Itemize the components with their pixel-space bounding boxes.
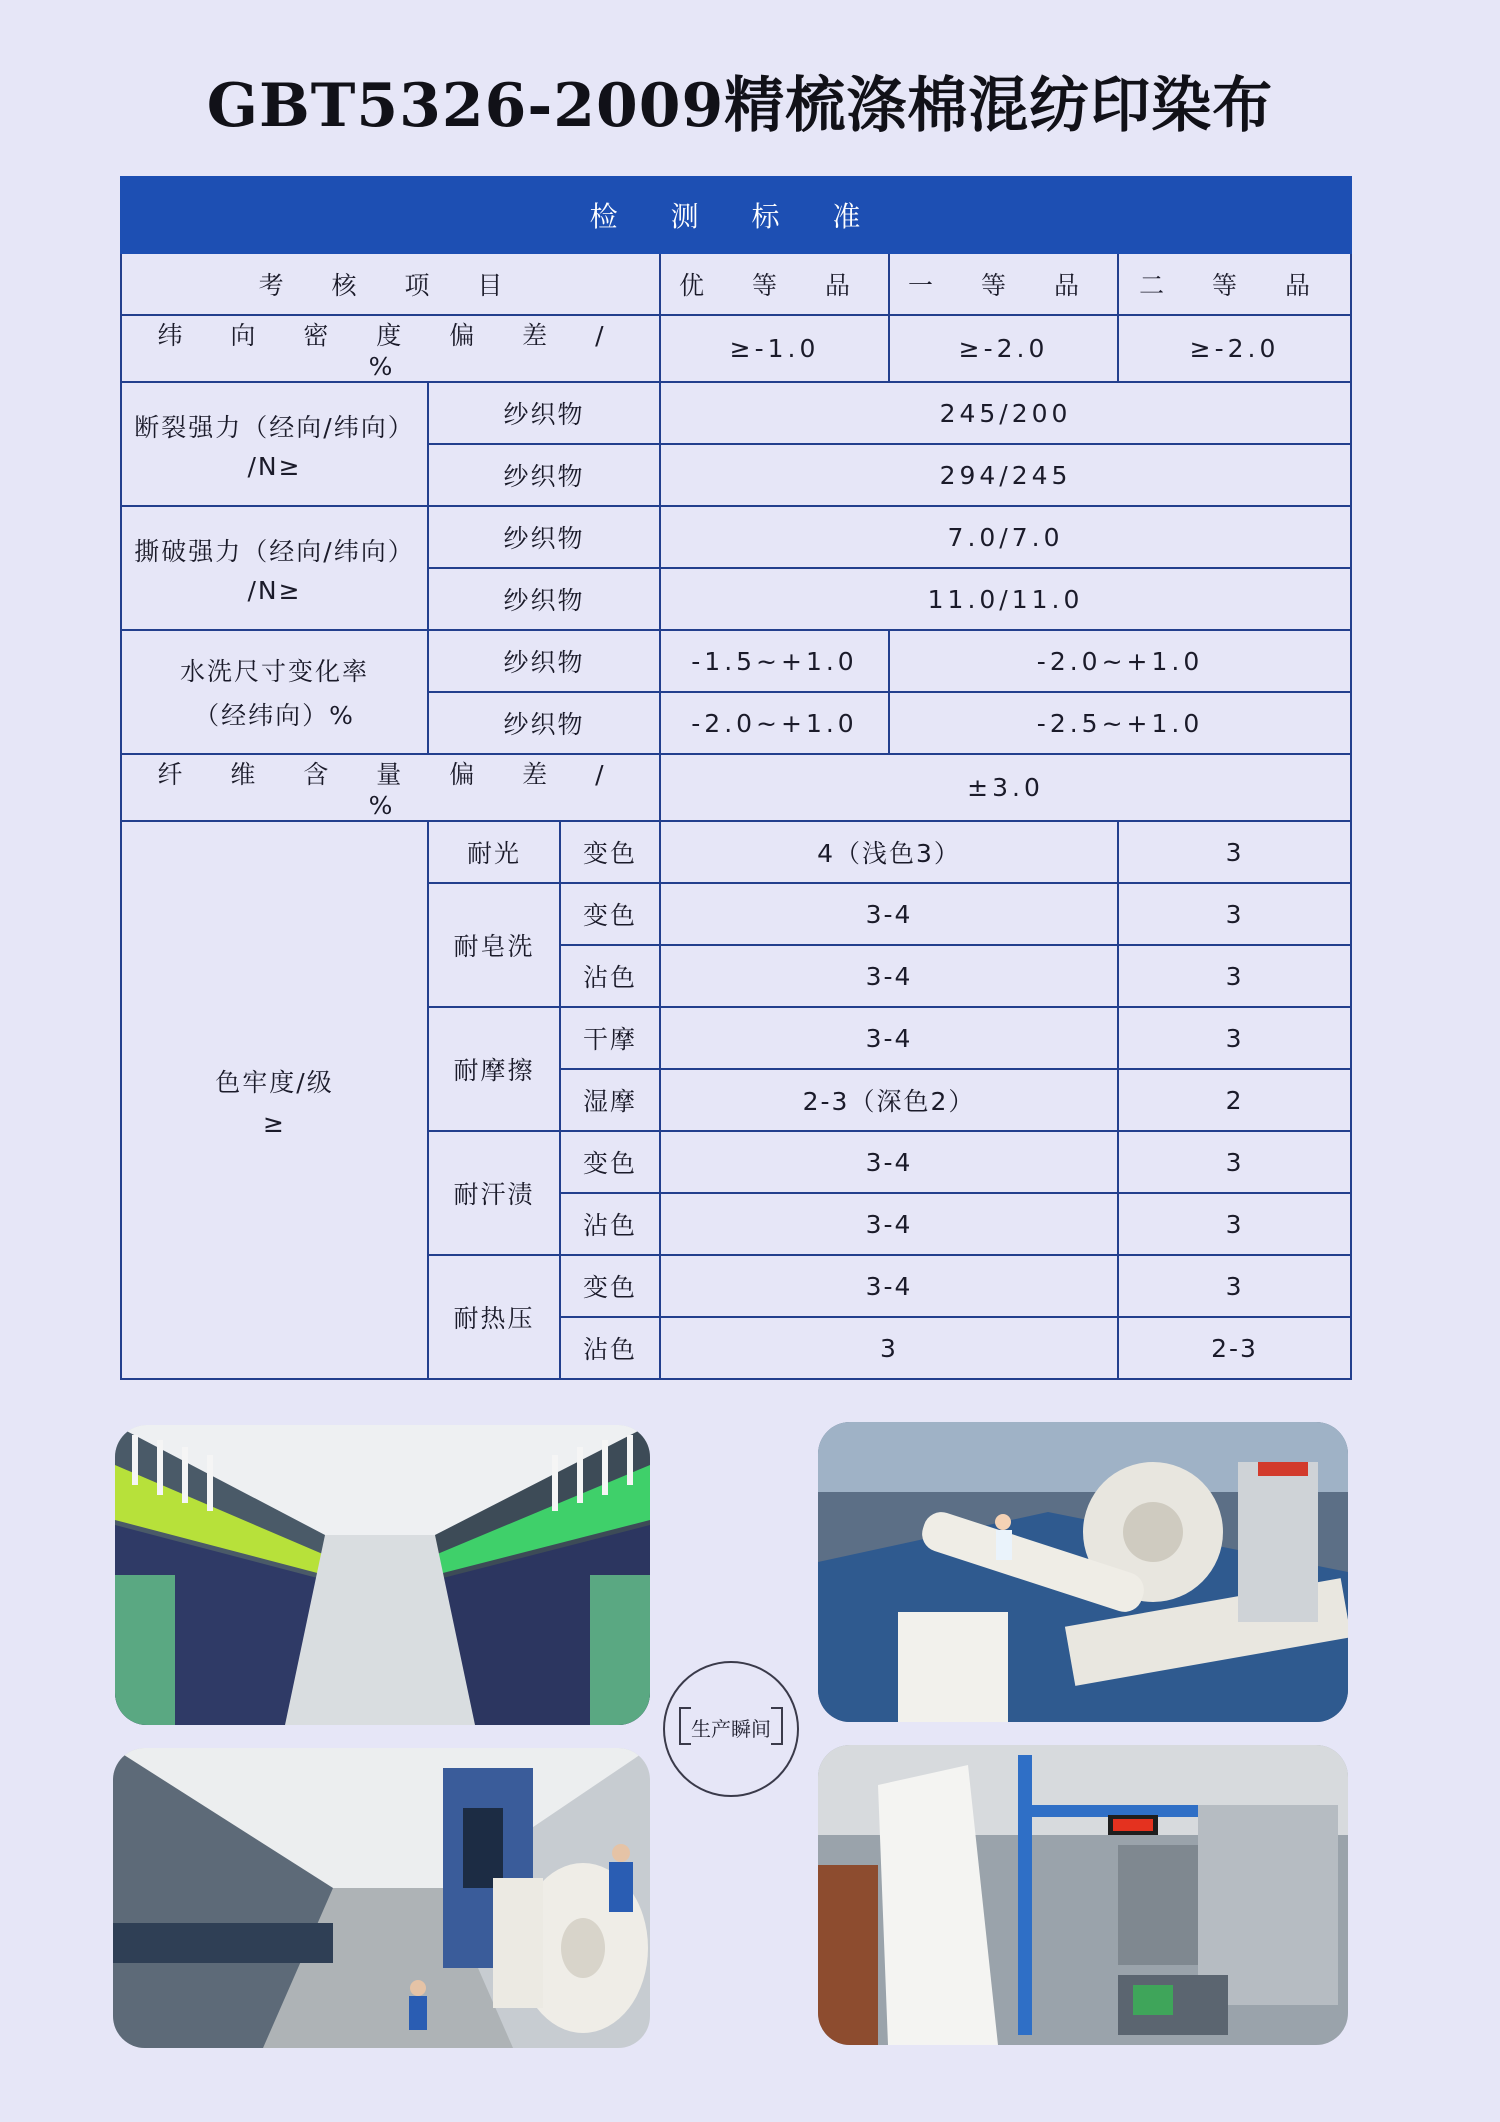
stamp-text: 生产瞬间 — [691, 1717, 771, 1741]
table-row — [121, 754, 1351, 821]
weft-density-g3: ≥-2.0 — [1118, 315, 1351, 382]
sweat-sub2: 沾色 — [560, 1193, 660, 1255]
soap-g3-2: 3 — [1118, 945, 1351, 1007]
table-band-row — [121, 177, 1351, 253]
soap-g12-2: 3-4 — [660, 945, 1118, 1007]
page-title: GBT5326-2009精梳涤棉混纺印染布 — [206, 71, 1274, 141]
light-sub: 变色 — [560, 821, 660, 883]
soap-g3-1: 3 — [1118, 883, 1351, 945]
sweat-g12-1: 3-4 — [660, 1131, 1118, 1193]
washing-g23-2: -2.5~+1.0 — [889, 692, 1351, 754]
fiber-label: 纤 维 含 量 偏 差 / % — [121, 754, 660, 821]
tearing-sub2: 纱织物 — [428, 568, 660, 630]
photo-weaving-looms — [818, 1422, 1348, 1722]
table-header-row — [121, 253, 1351, 315]
breaking-sub2: 纱织物 — [428, 444, 660, 506]
tearing-label-line2: /N≥ — [247, 575, 302, 605]
table-row — [121, 821, 1351, 883]
soap-sub1: 变色 — [560, 883, 660, 945]
rub-g3-1: 3 — [1118, 1007, 1351, 1069]
table-band-title: 检 测 标 准 — [121, 177, 1351, 253]
breaking-val2: 294/245 — [660, 444, 1351, 506]
photo-spinning-frames — [115, 1425, 650, 1725]
photo-factory-aisle — [113, 1748, 650, 2048]
heat-g3-1: 3 — [1118, 1255, 1351, 1317]
sweat-sub1: 变色 — [560, 1131, 660, 1193]
sweat-label: 耐汗渍 — [428, 1131, 560, 1255]
rub-g12-1: 3-4 — [660, 1007, 1118, 1069]
fastness-label-line2: ≥ — [263, 1108, 286, 1138]
table-row — [121, 315, 1351, 382]
tearing-val2: 11.0/11.0 — [660, 568, 1351, 630]
weft-density-g1: ≥-1.0 — [660, 315, 889, 382]
soap-sub2: 沾色 — [560, 945, 660, 1007]
tearing-label — [121, 506, 428, 630]
washing-g1-1: -1.5~+1.0 — [660, 630, 889, 692]
rub-label: 耐摩擦 — [428, 1007, 560, 1131]
heat-sub1: 变色 — [560, 1255, 660, 1317]
soap-g12-1: 3-4 — [660, 883, 1118, 945]
breaking-val1: 245/200 — [660, 382, 1351, 444]
weft-density-g2: ≥-2.0 — [889, 315, 1118, 382]
light-g3: 3 — [1118, 821, 1351, 883]
washing-g23-1: -2.0~+1.0 — [889, 630, 1351, 692]
tearing-label-line1: 撕破强力（经向/纬向） — [134, 536, 415, 566]
fiber-value: ±3.0 — [660, 754, 1351, 821]
heat-g12-1: 3-4 — [660, 1255, 1118, 1317]
header-grade3: 二 等 品 — [1118, 253, 1351, 315]
washing-label-line1: 水洗尺寸变化率 — [179, 657, 369, 686]
washing-g1-2: -2.0~+1.0 — [660, 692, 889, 754]
fastness-label-line1: 色牢度/级 — [215, 1067, 334, 1097]
light-g12: 4（浅色3） — [660, 821, 1118, 883]
heat-g12-2: 3 — [660, 1317, 1118, 1379]
tearing-val1: 7.0/7.0 — [660, 506, 1351, 568]
breaking-label-line1: 断裂强力（经向/纬向） — [134, 412, 415, 442]
soap-label: 耐皂洗 — [428, 883, 560, 1007]
fastness-label — [121, 821, 428, 1379]
rub-g12-2: 2-3（深色2） — [660, 1069, 1118, 1131]
heat-label: 耐热压 — [428, 1255, 560, 1379]
washing-label-line2: （经纬向）% — [194, 701, 355, 730]
rub-sub1: 干摩 — [560, 1007, 660, 1069]
light-label: 耐光 — [428, 821, 560, 883]
weft-density-label: 纬 向 密 度 偏 差 / % — [121, 315, 660, 382]
washing-label — [121, 630, 428, 754]
heat-sub2: 沾色 — [560, 1317, 660, 1379]
breaking-label — [121, 382, 428, 506]
rub-g3-2: 2 — [1118, 1069, 1351, 1131]
heat-g3-2: 2-3 — [1118, 1317, 1351, 1379]
breaking-sub1: 纱织物 — [428, 382, 660, 444]
washing-sub2: 纱织物 — [428, 692, 660, 754]
sweat-g12-2: 3-4 — [660, 1193, 1118, 1255]
production-moments-stamp — [663, 1661, 799, 1797]
sweat-g3-1: 3 — [1118, 1131, 1351, 1193]
sweat-g3-2: 3 — [1118, 1193, 1351, 1255]
table-row — [121, 630, 1351, 692]
table-row — [121, 382, 1351, 444]
tearing-sub1: 纱织物 — [428, 506, 660, 568]
breaking-label-line2: /N≥ — [247, 451, 302, 481]
header-item: 考 核 项 目 — [121, 253, 660, 315]
washing-sub1: 纱织物 — [428, 630, 660, 692]
photo-finishing-machine — [818, 1745, 1348, 2045]
rub-sub2: 湿摩 — [560, 1069, 660, 1131]
table-row — [121, 506, 1351, 568]
spec-table — [120, 176, 1352, 1380]
header-grade2: 一 等 品 — [889, 253, 1118, 315]
header-grade1: 优 等 品 — [660, 253, 889, 315]
